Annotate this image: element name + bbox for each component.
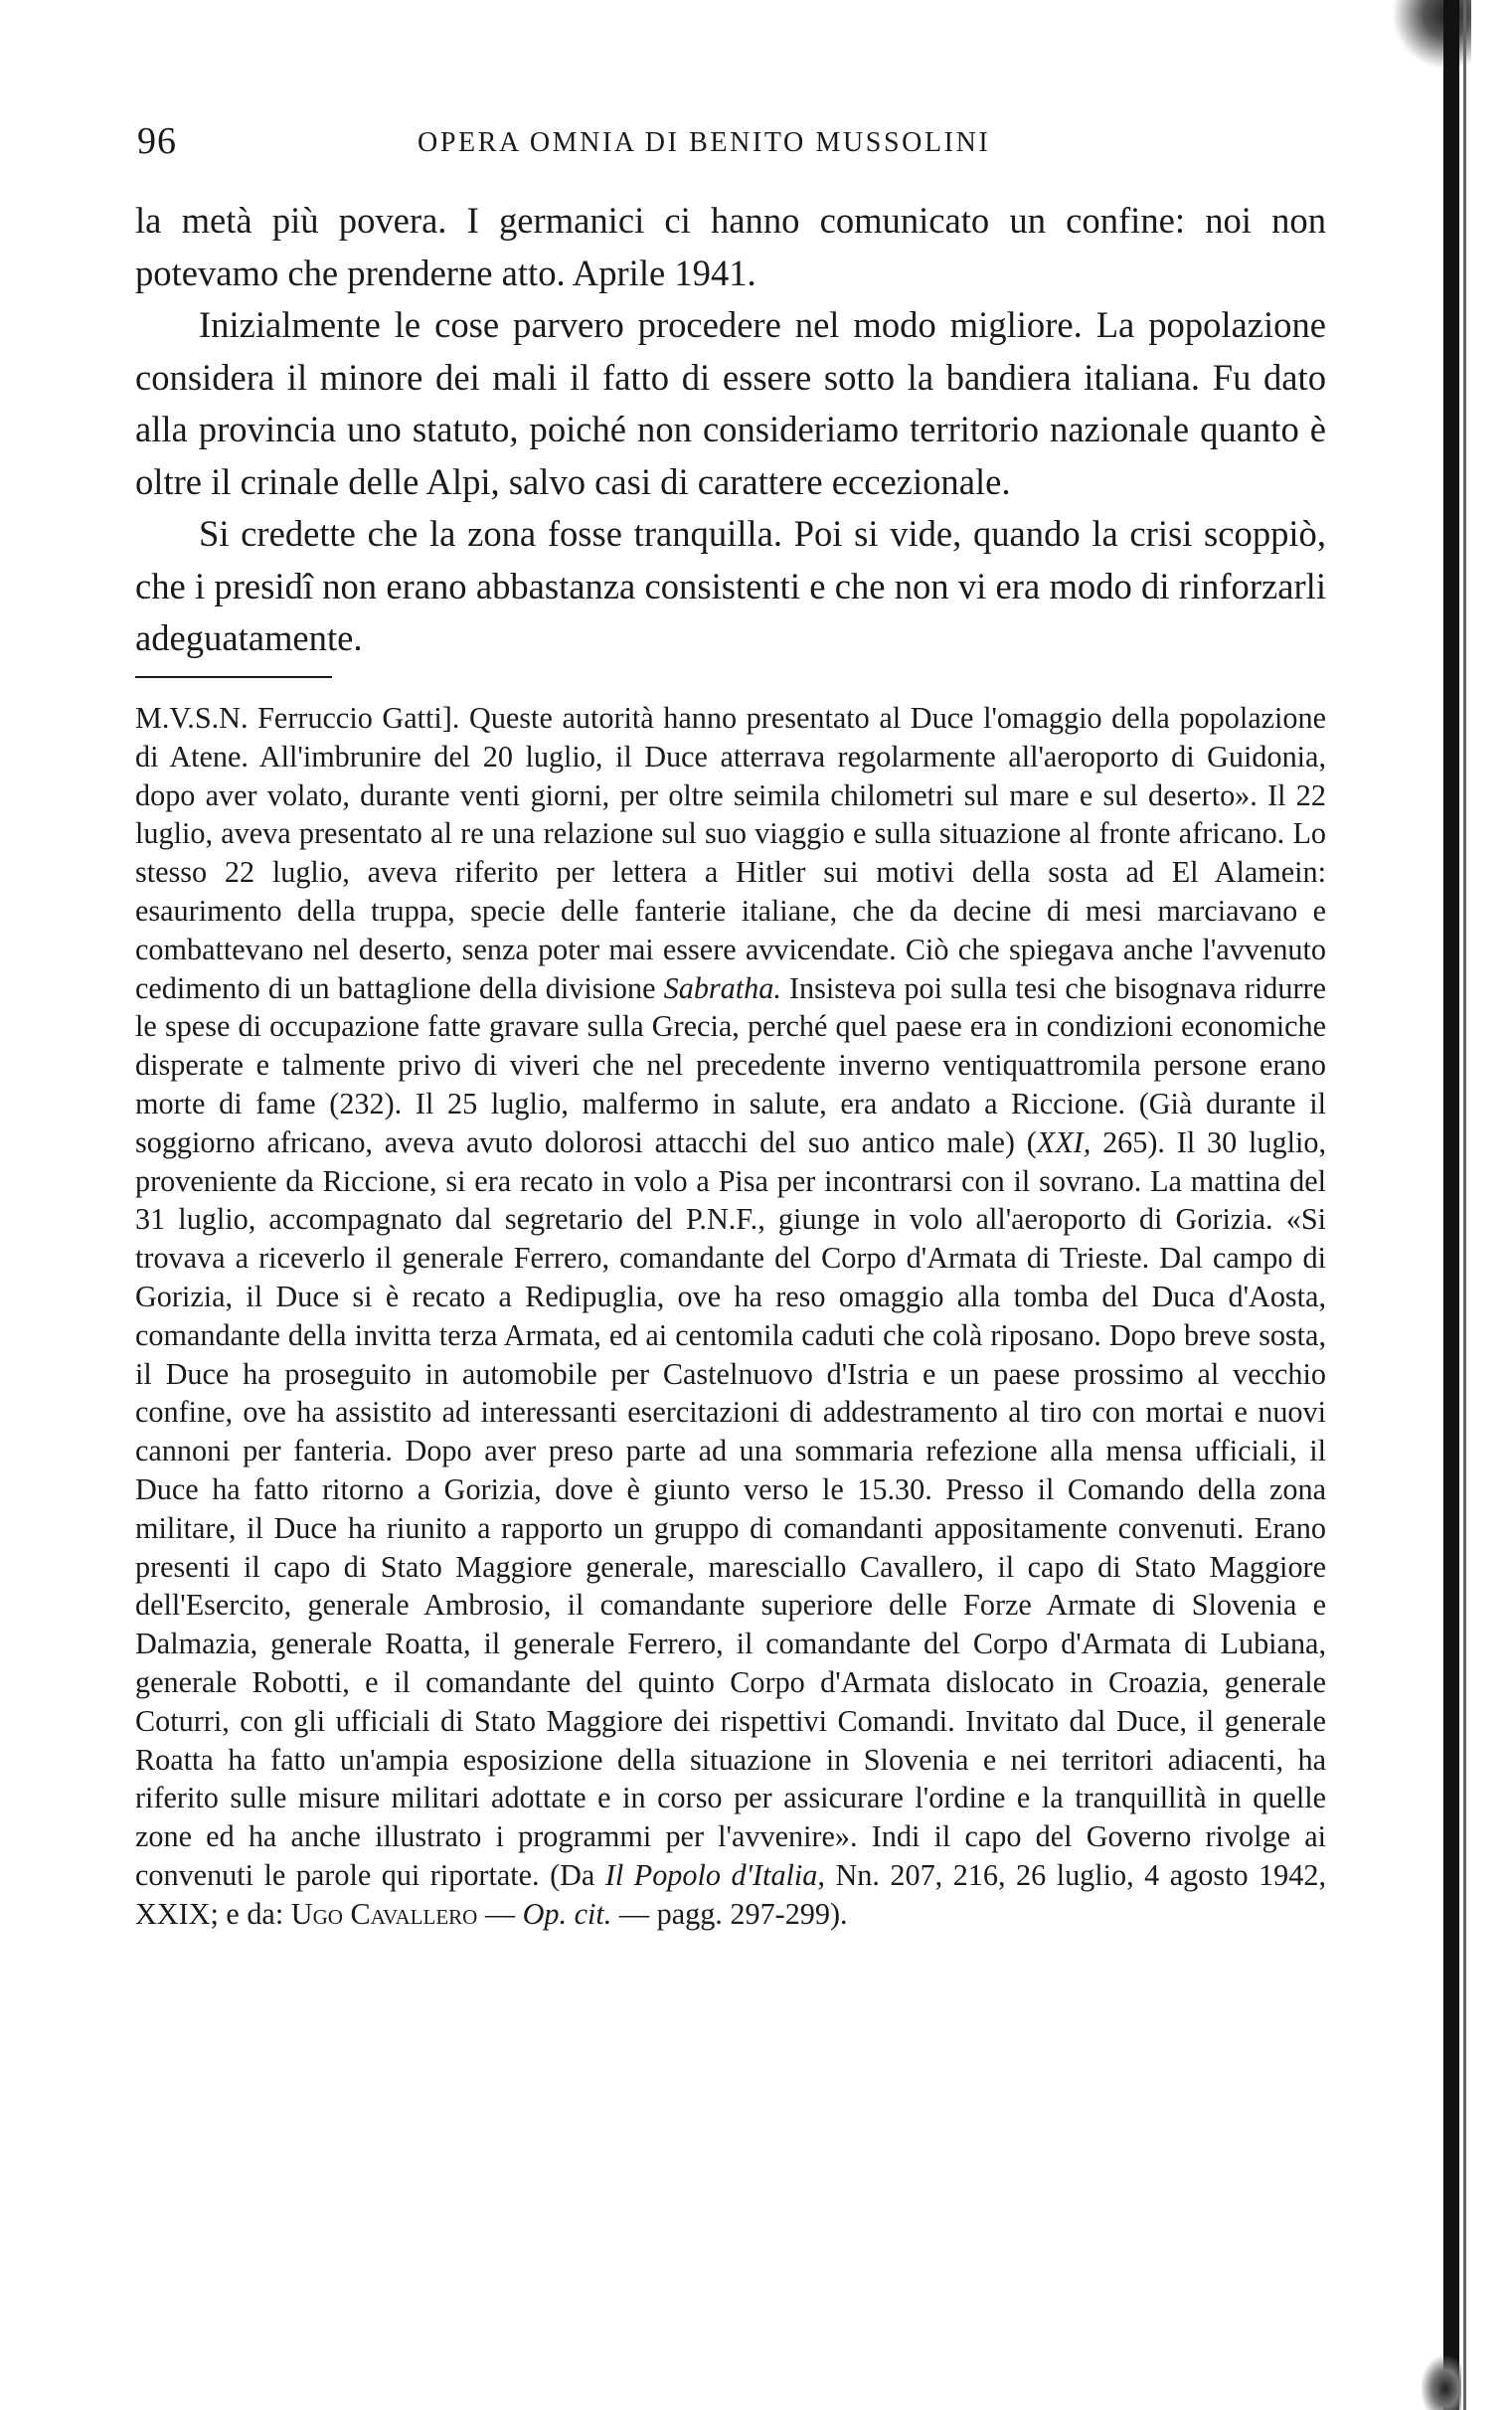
page-number: 96 [137,120,177,162]
main-text [135,195,1326,665]
footnote-part-2: Insisteva poi sulla tesi che bisognava ridurre le spese di occupazione fatte gravare sulla Grecia, perché quel paese era in condizioni economiche disperate e talmente privo di viveri che nel precedente inverno ventiquattromila persone erano morte di fame (232). Il 25 luglio, malfermo in salute, era andato a Riccione. (Già durante il soggiorno africano, aveva avuto dolorosi attacchi del suo antico male) ( [135,970,1326,1159]
scan-binding-edge [1443,0,1459,2410]
footnote-part-5: — [477,1896,523,1931]
footnote-italic-sabratha: Sabratha. [663,970,781,1005]
footnote-italic-popolo: Il Popolo d'Italia, [604,1857,825,1892]
footnote-text [135,699,1326,1934]
page-header [129,119,1332,179]
footnote-part-6: — pagg. 297-299). [611,1896,848,1931]
footnote-separator [135,676,332,678]
footnote-italic-opcit: Op. cit. [522,1896,612,1931]
scan-corner-smudge [1392,0,1471,70]
footnote-author: Ugo Cavallero [290,1896,478,1931]
scan-edge-line [1463,0,1466,2410]
footnote [135,699,1326,1934]
footnote-italic-xxi: XXI, [1036,1124,1092,1159]
footnote-part-1: M.V.S.N. Ferruccio Gatti]. Queste autorità hanno presentato al Duce l'omaggio della popolazione di Atene. All'imbrunire del 20 luglio, il Duce atterrava regolarmente all'aeroporto di Guidonia, dopo aver volato, durante venti giorni, per oltre seimila chilometri sul mare e sul deserto». Il 22 luglio, aveva presentato al re una relazione sul suo viaggio e sulla situazione al fronte africano. Lo stesso 22 luglio, aveva riferito per lettera a Hitler sui motivi della sosta ad El Alamein: esaurimento della truppa, specie delle fanterie italiane, che da decine di mesi marciavano e combattevano nel deserto, senza poter mai essere avvicendate. Ciò che spiegava anche l'avvenuto cedimento di un battaglione della divisione [135,701,1326,1005]
running-head: OPERA OMNIA DI BENITO MUSSOLINI [418,127,991,158]
scan-bottom-smudge [1422,2356,1461,2410]
footnote-part-3: 265). Il 30 luglio, proveniente da Riccione, si era recato in volo a Pisa per incontrarsi con il sovrano. La mattina del 31 luglio, accompagnato dal segretario del P.N.F., giunge in volo all'aeroporto di Gorizia. «Si trovava a riceverlo il generale Ferrero, comandante del Corpo d'Armata di Trieste. Dal campo di Gorizia, il Duce si è recato a Redipuglia, ove ha reso omaggio alla tomba del Duca d'Aosta, comandante della invitta terza Armata, ed ai centomila caduti che colà riposano. Dopo breve sosta, il Duce ha proseguito in automobile per Castelnuovo d'Istria e un paese prossimo al vecchio confine, ove ha assistito ad interessanti esercitazioni di addestramento al tiro con mortai e nuovi cannoni per fanteria. Dopo aver preso parte ad una sommaria refezione alla mensa ufficiali, il Duce ha fatto ritorno a Gorizia, dove è giunto verso le 15.30. Presso il Comando della zona militare, il Duce ha riunito a rapporto un gruppo di comandanti appositamente convenuti. Erano presenti il capo di Stato Maggiore generale, maresciallo Cavallero, il capo di Stato Maggiore dell'Esercito, generale Ambrosio, il comandante superiore delle Forze Armate di Slovenia e Dalmazia, generale Roatta, il generale Ferrero, il comandante del Corpo d'Armata di Lubiana, generale Robotti, e il comandante del quinto Corpo d'Armata dislocato in Croazia, generale Coturri, con gli ufficiali di Stato Maggiore dei rispettivi Comandi. Invitato dal Duce, il generale Roatta ha fatto un'ampia esposizione della situazione in Slovenia e nei territori adiacenti, ha riferito sulle misure militari adottate e in corso per assicurare l'ordine e la tranquillità in quelle zone ed ha anche illustrato i programmi per l'avvenire». Indi il capo del Governo rivolge ai convenuti le parole qui riportate. (Da [135,1124,1326,1892]
paragraph-2: Inizialmente le cose parvero procedere nel modo migliore. La popolazione considera il minore dei mali il fatto di essere sotto la bandiera italiana. Fu dato alla provincia uno statuto, poiché non consideriamo territorio nazionale quanto è oltre il crinale delle Alpi, salvo casi di carattere eccezionale. [135,304,1326,502]
footnote-part-4: Nn. 207, 216, 26 luglio, 4 agosto 1942, XXIX; e da: [135,1857,1326,1931]
paragraph-3: Si credette che la zona fosse tranquilla. Poi si vide, quando la crisi scoppiò, che i presidî non erano abbastanza consistenti e che non vi era modo di rinforzarli adeguatamente. [135,513,1326,658]
paragraph-1: la metà più povera. I germanici ci hanno comunicato un confine: noi non potevamo che prenderne atto. Aprile 1941. [135,200,1326,293]
